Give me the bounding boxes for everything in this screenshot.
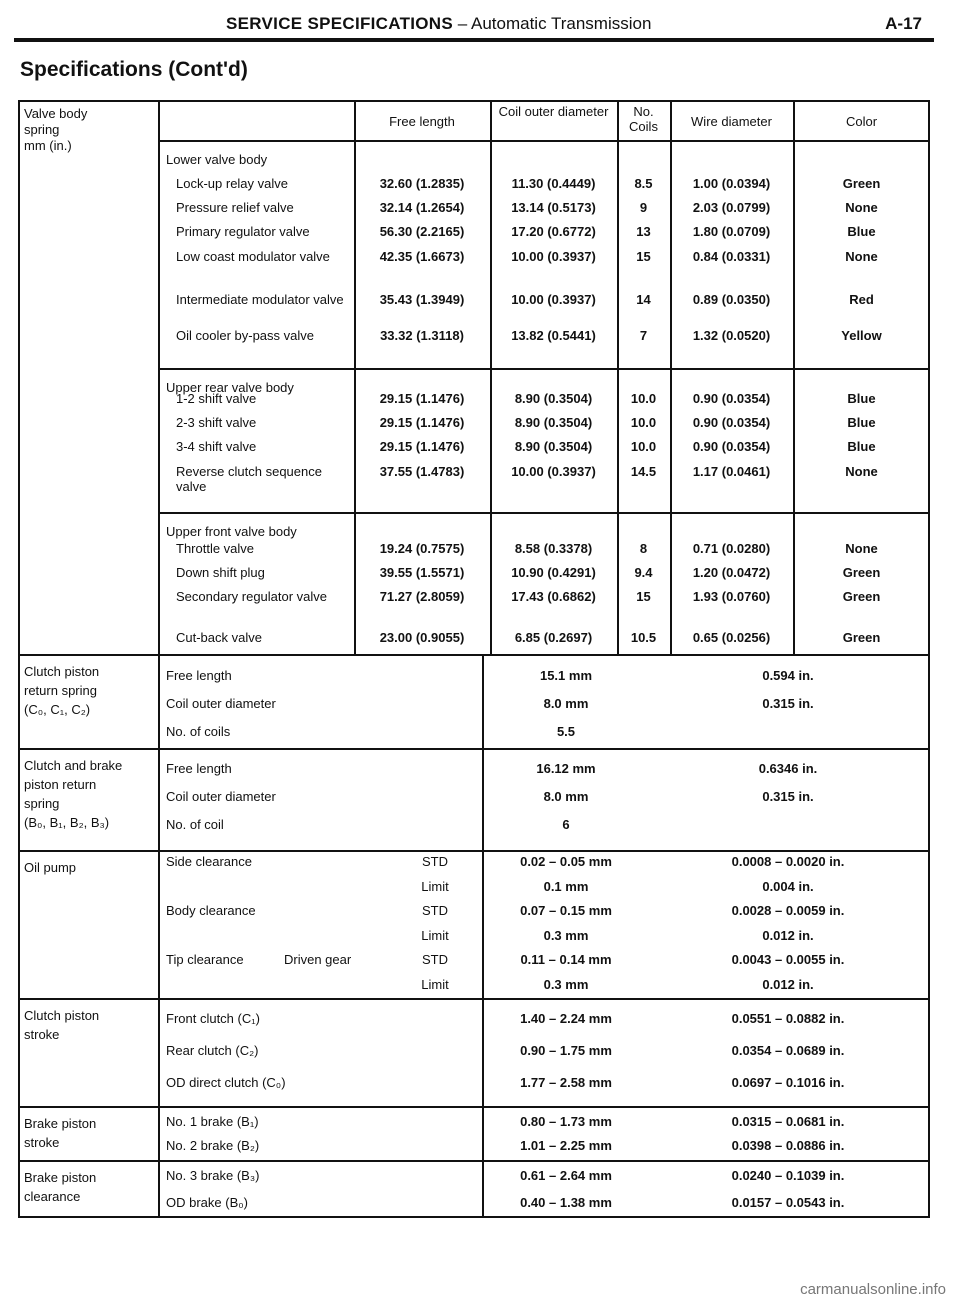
- coil-count-value: 10.0: [630, 439, 657, 454]
- metric-value: 0.1 mm: [543, 878, 589, 894]
- valve-name: 2-3 shift valve: [176, 415, 257, 430]
- free-length-value: 29.15 (1.1476): [379, 415, 465, 430]
- color-value: None: [845, 200, 878, 215]
- metric-value: 16.12 mm: [536, 761, 596, 776]
- imperial-value: 0.315 in.: [762, 789, 814, 804]
- free-length-value: 71.27 (2.8059): [379, 589, 465, 604]
- group-rule: [18, 748, 930, 750]
- spec-item: OD brake (B₀): [166, 1195, 248, 1210]
- coil-count-value: 13: [636, 224, 651, 239]
- metric-value: 1.01 – 2.25 mm: [520, 1138, 612, 1153]
- imperial-value: 0.0354 – 0.0689 in.: [731, 1043, 845, 1058]
- group-label: stroke: [24, 1135, 60, 1150]
- group-rule: [18, 654, 930, 656]
- color-value: None: [845, 541, 878, 556]
- spec-grade: Limit: [421, 976, 449, 992]
- group-label: piston return: [24, 777, 97, 792]
- coil-outer-value: 13.82 (0.5441): [511, 328, 596, 343]
- imperial-value: 0.0028 – 0.0059 in.: [731, 903, 845, 918]
- metric-value: 0.3 mm: [543, 927, 589, 943]
- coil-count-value: 14: [636, 292, 651, 307]
- group-label: clearance: [24, 1189, 81, 1204]
- wire-diameter-value: 0.90 (0.0354): [692, 391, 771, 406]
- metric-value: 0.80 – 1.73 mm: [520, 1114, 612, 1129]
- table-rule: [670, 100, 672, 654]
- coil-count-value: 9: [639, 200, 648, 215]
- spec-item: Rear clutch (C₂): [166, 1043, 259, 1058]
- coil-outer-value: 8.90 (0.3504): [514, 415, 593, 430]
- coil-count-value: 14.5: [630, 464, 657, 479]
- section-title: Specifications (Cont'd): [20, 58, 248, 81]
- wire-diameter-value: 0.89 (0.0350): [692, 292, 771, 307]
- group-rule: [18, 850, 930, 852]
- imperial-value: 0.012 in.: [762, 976, 814, 992]
- spec-item: Tip clearance: [166, 952, 244, 967]
- coil-outer-value: 17.20 (0.6772): [511, 224, 596, 239]
- wire-diameter-value: 0.71 (0.0280): [692, 541, 771, 556]
- spec-item: No. 2 brake (B₂): [166, 1138, 260, 1153]
- coil-outer-value: 10.00 (0.3937): [511, 292, 596, 307]
- header-rule: [14, 38, 934, 42]
- section-title: Upper rear valve body: [166, 380, 294, 395]
- metric-value: 0.40 – 1.38 mm: [520, 1195, 612, 1210]
- coil-outer-value: 10.00 (0.3937): [511, 464, 596, 479]
- column-header: Coil outer diameter: [498, 104, 609, 119]
- table-rule: [354, 100, 356, 654]
- free-length-value: 23.00 (0.9055): [379, 630, 465, 645]
- free-length-value: 19.24 (0.7575): [379, 541, 465, 556]
- wire-diameter-value: 0.90 (0.0354): [692, 415, 771, 430]
- metric-value: 1.40 – 2.24 mm: [520, 1011, 612, 1026]
- color-value: Red: [849, 292, 874, 307]
- valve-name: Throttle valve: [176, 541, 255, 556]
- spec-item: No. 3 brake (B₃): [166, 1168, 260, 1183]
- valve-name: Lock-up relay valve: [176, 176, 288, 191]
- spec-item: Front clutch (C₁): [166, 1011, 260, 1026]
- group-label: spring: [24, 796, 60, 811]
- imperial-value: 0.0398 – 0.0886 in.: [731, 1138, 845, 1153]
- watermark: carmanualsonline.info: [800, 1281, 946, 1298]
- section-title: Upper front valve body: [166, 524, 297, 539]
- color-value: Green: [842, 565, 881, 580]
- imperial-value: 0.004 in.: [762, 878, 814, 894]
- spec-item: No. 1 brake (B₁): [166, 1114, 259, 1129]
- coil-count-value: 10.5: [630, 630, 657, 645]
- imperial-value: 0.0697 – 0.1016 in.: [731, 1075, 845, 1090]
- page-number: A-17: [885, 14, 922, 33]
- wire-diameter-value: 1.93 (0.0760): [692, 589, 771, 604]
- coil-count-value: 10.0: [630, 391, 657, 406]
- group-label: Valve body: [24, 106, 88, 121]
- table-border-left: [18, 100, 20, 1218]
- spec-grade: Limit: [421, 927, 449, 943]
- wire-diameter-value: 1.00 (0.0394): [692, 176, 771, 191]
- coil-count-value: 10.0: [630, 415, 657, 430]
- spec-grade: STD: [422, 854, 448, 869]
- metric-value: 5.5: [556, 724, 576, 739]
- group-rule: [18, 1160, 930, 1162]
- section-rule: [158, 368, 930, 370]
- color-value: Blue: [847, 415, 876, 430]
- valve-name: Reverse clutch sequence valve: [176, 464, 322, 494]
- imperial-value: 0.0315 – 0.0681 in.: [731, 1114, 845, 1129]
- table-border-right: [928, 100, 930, 1218]
- coil-count-value: 8: [639, 541, 648, 556]
- wire-diameter-value: 2.03 (0.0799): [692, 200, 771, 215]
- coil-outer-value: 8.58 (0.3378): [514, 541, 593, 556]
- metric-value: 0.07 – 0.15 mm: [520, 903, 612, 918]
- free-length-value: 39.55 (1.5571): [379, 565, 465, 580]
- color-value: Green: [842, 589, 881, 604]
- coil-outer-value: 17.43 (0.6862): [511, 589, 596, 604]
- wire-diameter-value: 0.65 (0.0256): [692, 630, 771, 645]
- color-value: Green: [842, 176, 881, 191]
- color-value: None: [845, 249, 878, 264]
- header-row-rule: [158, 140, 930, 142]
- label-column-rule: [158, 100, 160, 1218]
- metric-value: 0.02 – 0.05 mm: [520, 854, 612, 869]
- spec-item: Body clearance: [166, 903, 256, 918]
- free-length-value: 56.30 (2.2165): [379, 224, 465, 239]
- group-label: Brake piston: [24, 1116, 97, 1131]
- spec-subitem: Driven gear: [284, 952, 352, 967]
- wire-diameter-value: 1.80 (0.0709): [692, 224, 771, 239]
- coil-count-value: 15: [636, 589, 651, 604]
- coil-outer-value: 8.90 (0.3504): [514, 391, 593, 406]
- imperial-value: 0.0008 – 0.0020 in.: [731, 854, 845, 869]
- spec-item: Free length: [166, 668, 232, 683]
- metric-value: 1.77 – 2.58 mm: [520, 1075, 612, 1090]
- section-rule: [158, 512, 930, 514]
- group-label: return spring: [24, 683, 97, 698]
- wire-diameter-value: 1.17 (0.0461): [692, 464, 771, 479]
- metric-value: 0.90 – 1.75 mm: [520, 1043, 612, 1058]
- group-label: spring: [24, 122, 60, 137]
- group-label: Clutch and brake: [24, 758, 123, 773]
- metric-value: 0.61 – 2.64 mm: [520, 1168, 612, 1183]
- section-title: Lower valve body: [166, 152, 268, 167]
- column-header: No. Coils: [629, 104, 658, 134]
- metric-value: 6: [562, 817, 570, 832]
- free-length-value: 32.14 (1.2654): [379, 200, 465, 215]
- coil-outer-value: 10.90 (0.4291): [511, 565, 596, 580]
- valve-name: Pressure relief valve: [176, 200, 294, 215]
- color-value: None: [845, 464, 878, 479]
- spec-grade: STD: [422, 952, 448, 967]
- metric-value: 8.0 mm: [543, 789, 589, 804]
- group-rule: [18, 1106, 930, 1108]
- color-value: Blue: [847, 391, 876, 406]
- valve-name: Secondary regulator valve: [176, 589, 328, 604]
- coil-outer-value: 10.00 (0.3937): [511, 249, 596, 264]
- valve-name: 3-4 shift valve: [176, 439, 257, 454]
- table-rule: [490, 100, 492, 654]
- free-length-value: 35.43 (1.3949): [379, 292, 465, 307]
- metric-value: 15.1 mm: [539, 668, 593, 683]
- group-label: Clutch piston: [24, 664, 100, 679]
- spec-item: No. of coil: [166, 817, 224, 832]
- group-rule: [18, 998, 930, 1000]
- coil-outer-value: 8.90 (0.3504): [514, 439, 593, 454]
- table-rule: [793, 100, 795, 654]
- valve-name: Primary regulator valve: [176, 224, 310, 239]
- imperial-value: 0.594 in.: [762, 668, 814, 683]
- valve-name: Cut-back valve: [176, 630, 262, 645]
- imperial-value: 0.0043 – 0.0055 in.: [731, 952, 845, 967]
- page-header: [0, 14, 960, 38]
- group-label: Oil pump: [24, 860, 77, 875]
- group-label: Clutch piston: [24, 1008, 100, 1023]
- coil-count-value: 9.4: [634, 565, 653, 580]
- coil-outer-value: 6.85 (0.2697): [514, 630, 593, 645]
- table-border-bottom: [18, 1216, 930, 1218]
- free-length-value: 37.55 (1.4783): [379, 464, 465, 479]
- coil-outer-value: 13.14 (0.5173): [511, 200, 596, 215]
- free-length-value: 32.60 (1.2835): [379, 176, 465, 191]
- spec-item: Side clearance: [166, 854, 252, 869]
- group-label: mm (in.): [24, 138, 72, 153]
- header-title: SERVICE SPECIFICATIONS – Automatic Transmission: [226, 14, 652, 33]
- coil-count-value: 7: [639, 328, 648, 343]
- imperial-value: 0.6346 in.: [758, 761, 818, 776]
- metric-value: 0.11 – 0.14 mm: [520, 952, 612, 967]
- metric-value: 8.0 mm: [543, 696, 589, 711]
- valve-name: Intermediate modulator valve: [176, 292, 344, 307]
- imperial-value: 0.315 in.: [762, 696, 814, 711]
- group-label: (C₀, C₁, C₂): [24, 702, 91, 717]
- wire-diameter-value: 1.32 (0.0520): [692, 328, 771, 343]
- spec-item: OD direct clutch (C₀): [166, 1075, 286, 1090]
- spec-item: No. of coils: [166, 724, 231, 739]
- imperial-value: 0.012 in.: [762, 927, 814, 943]
- column-header: Free length: [389, 114, 455, 129]
- spec-item: Coil outer diameter: [166, 789, 276, 804]
- coil-outer-value: 11.30 (0.4449): [511, 176, 596, 191]
- metric-value: 0.3 mm: [543, 976, 589, 992]
- coil-count-value: 15: [636, 249, 651, 264]
- valve-name: Low coast modulator valve: [176, 249, 330, 264]
- group-label: (B₀, B₁, B₂, B₃): [24, 815, 110, 830]
- spec-grade: Limit: [421, 878, 449, 894]
- free-length-value: 33.32 (1.3118): [380, 328, 464, 343]
- coil-count-value: 8.5: [634, 176, 653, 191]
- imperial-value: 0.0551 – 0.0882 in.: [731, 1011, 845, 1026]
- wire-diameter-value: 1.20 (0.0472): [692, 565, 771, 580]
- valve-name: 1-2 shift valve: [176, 391, 257, 406]
- imperial-value: 0.0157 – 0.0543 in.: [731, 1195, 845, 1210]
- mm-column-rule: [482, 654, 484, 1218]
- color-value: Yellow: [841, 328, 882, 343]
- free-length-value: 29.15 (1.1476): [379, 439, 465, 454]
- wire-diameter-value: 0.90 (0.0354): [692, 439, 771, 454]
- valve-name: Oil cooler by-pass valve: [176, 328, 314, 343]
- free-length-value: 42.35 (1.6673): [379, 249, 465, 264]
- imperial-value: 0.0240 – 0.1039 in.: [731, 1168, 845, 1183]
- specifications-table: [18, 100, 930, 1218]
- valve-name: Down shift plug: [176, 565, 265, 580]
- wire-diameter-value: 0.84 (0.0331): [692, 249, 771, 264]
- spec-item: Coil outer diameter: [166, 696, 276, 711]
- spec-grade: STD: [422, 903, 448, 918]
- group-label: stroke: [24, 1027, 60, 1042]
- color-value: Blue: [847, 439, 876, 454]
- column-header: Wire diameter: [691, 114, 772, 129]
- group-label: Brake piston: [24, 1170, 97, 1185]
- color-value: Green: [842, 630, 881, 645]
- free-length-value: 29.15 (1.1476): [379, 391, 465, 406]
- color-value: Blue: [847, 224, 876, 239]
- spec-item: Free length: [166, 761, 232, 776]
- column-header: Color: [845, 114, 878, 129]
